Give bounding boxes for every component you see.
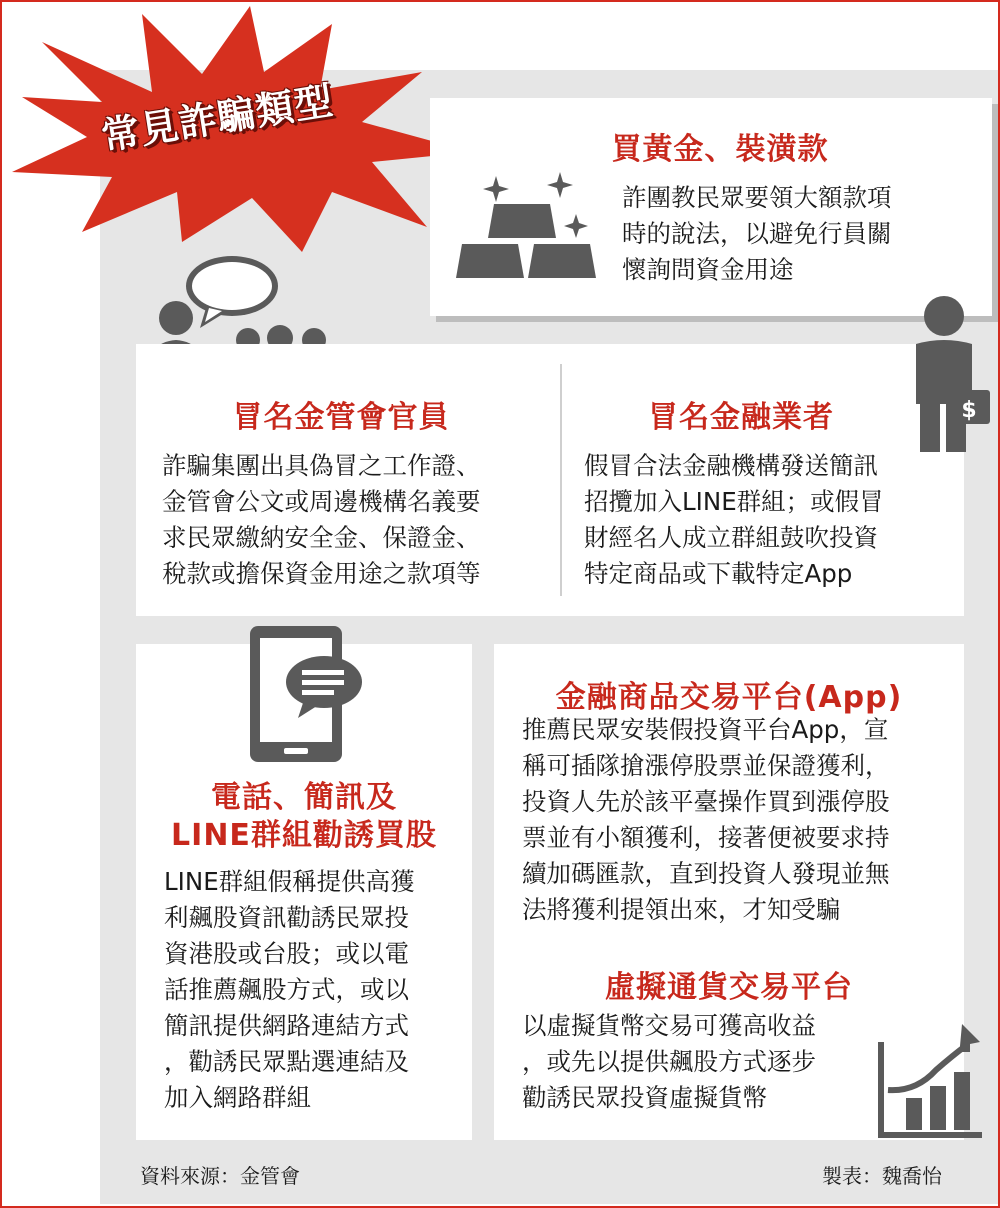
card-crypto-title: 虛擬通貨交易平台	[605, 970, 853, 1005]
svg-text:$: $	[961, 398, 977, 423]
card-divider	[560, 364, 562, 596]
card-phone-sms-title-line2: LINE群組勸誘買股	[171, 818, 437, 853]
card-phone-sms-title-line1: 電話、簡訊及	[211, 780, 397, 815]
card-crypto-body: 以虛擬貨幣交易可獲高收益 ，或先以提供飆股方式逐步 勸誘民眾投資虛擬貨幣	[522, 1011, 816, 1112]
card-financial-firm-body: 假冒合法金融機構發送簡訊 招攬加入LINE群組；或假冒 財經名人成立群組鼓吹投資 特定商品或下載特定App	[584, 451, 884, 588]
card-gold-title: 買黃金、裝潢款	[611, 132, 829, 167]
businessman-money-bag-icon	[908, 294, 992, 454]
footer-author: 製表：魏喬怡	[822, 1164, 942, 1188]
gold-bars-icon	[454, 170, 614, 282]
smartphone-chat-icon	[248, 624, 366, 764]
card-fsc-official-body: 詐騙集團出具偽冒之工作證、 金管會公文或周邊機構名義要 求民眾繳納安全金、保證金、 稅款或擔保資金用途之款項等	[162, 451, 481, 588]
card-trading-app-title: 金融商品交易平台(App)	[555, 680, 903, 715]
footer-source: 資料來源：金管會	[140, 1164, 300, 1188]
card-trading-app-body: 推薦民眾安裝假投資平台App，宣 稱可插隊搶漲停股票並保證獲利， 投資人先於該平臺操作買到漲停股 票並有小額獲利，接著便被要求持 續加碼匯款，直到投資人發現並無 法將獲利提領出來，才知受騙	[522, 715, 890, 924]
card-financial-firm-title: 冒名金融業者	[648, 400, 834, 435]
card-fsc-official-title: 冒名金管會官員	[232, 400, 450, 435]
card-impersonation	[136, 344, 964, 616]
card-gold-body: 詐團教民眾要領大額款項 時的說法，以避免行員關 懷詢問資金用途	[622, 183, 892, 284]
card-phone-sms-body: LINE群組假稱提供高獲 利飆股資訊勸誘民眾投 資港股或台股；或以電 話推薦飆股方式，或以 簡訊提供網路連結方式 ，勸誘民眾點選連結及 加入網路群組	[164, 867, 415, 1112]
page-title: 常見詐騙類型	[98, 78, 337, 159]
rising-chart-icon	[876, 1022, 984, 1140]
